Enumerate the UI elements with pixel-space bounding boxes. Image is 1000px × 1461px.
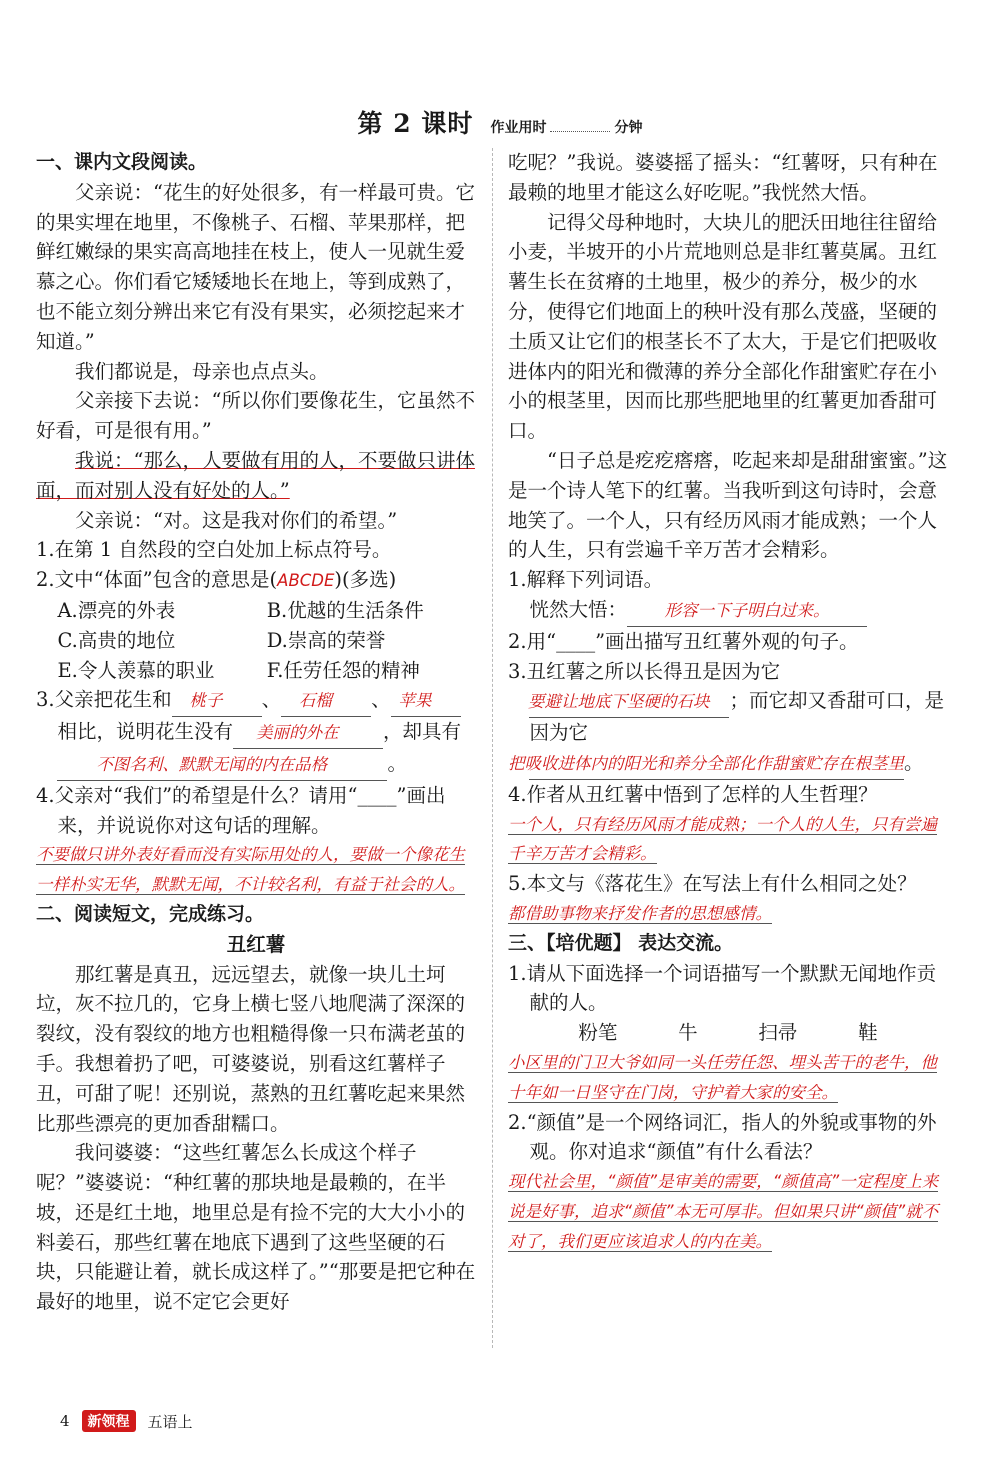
- section-1-title: 一、课内文段阅读。: [36, 151, 208, 173]
- option-f: F.任劳任怨的精神: [266, 658, 420, 682]
- option-e: E.令人羡慕的职业: [57, 658, 215, 682]
- q3-blank-3[interactable]: 苹果: [391, 686, 461, 717]
- r-q3-blank-2[interactable]: 把吸收进体内的阳光和养分全部化作甜蜜贮存在根茎里: [529, 749, 904, 780]
- s3-question-2: 2.“颜值”是一个网络词汇，指人的外貌或事物的外观。你对追求“颜值”有什么看法？: [508, 1110, 937, 1164]
- r-question-1: 1.解释下列词语。: [508, 568, 664, 592]
- word-choice: 粉笔: [578, 1021, 618, 1045]
- option-d: D.崇高的荣誉: [266, 628, 386, 652]
- q3-blank-1[interactable]: 桃子: [172, 686, 262, 717]
- passage-paragraph: 父亲说：“花生的好处很多，有一样最可贵。它的果实埋在地里，不像桃子、石榴、苹果那样，把鲜红嫩绿的果实高高地挂在枝上，使人一见就生爱慕之心。你们看它矮矮地长在地上，等到成熟了，也不能立刻分辨出来它有没有果实，必须挖起来才知道。”: [36, 180, 475, 353]
- question-4: 4.父亲对“我们”的希望是什么？请用“____”画出来，并说说你对这句话的理解。: [36, 783, 446, 837]
- s3-q2-answer[interactable]: 现代社会里，“颜值”是审美的需要，“颜值高”一定程度上来说是好事，追求“颜值”本无可厚非。但如果只讲“颜值”就不对了，我们更应该追求人的内在美。: [508, 1172, 939, 1251]
- passage-paragraph: 父亲接下去说：“所以你们要像花生，它虽然不好看，可是很有用。”: [36, 389, 475, 443]
- right-column: [508, 148, 948, 1256]
- r-q3-blank-1[interactable]: 要避让地底下坚硬的石块: [529, 687, 729, 718]
- option-c: C.高贵的地位: [57, 628, 176, 652]
- passage-paragraph: 我说：“那么，人要做有用的人，不要做只讲体面，而对别人没有好处的人。”: [36, 448, 475, 502]
- q2-options: [36, 596, 476, 685]
- word-choice: 鞋: [858, 1021, 878, 1045]
- q3-blank-5[interactable]: 不图名利、默默无闻的内在品格: [57, 750, 387, 781]
- brand-badge: 新领程: [82, 1410, 136, 1432]
- s3-q1-answer[interactable]: 小区里的门卫大爷如同一头任劳任怨、埋头苦干的老牛，他十年如一日坚守在门岗，守护着大家的安全。: [508, 1052, 937, 1102]
- story-paragraph: 吃呢？”我说。婆婆摇了摇头：“红薯呀，只有种在最赖的地里才能这么好吃呢。”我恍然大悟。: [508, 151, 938, 204]
- section-2-title: 二、阅读短文，完成练习。: [36, 902, 265, 925]
- q4-answer[interactable]: 不要做只讲外表好看而没有实际用处的人，要做一个像花生一样朴实无华，默默无闻，不计较名利，有益于社会的人。: [36, 845, 465, 895]
- r-question-4: 4.作者从丑红薯中悟到了怎样的人生哲理？: [508, 782, 878, 806]
- column-divider: [492, 148, 493, 1348]
- q3-blank-2[interactable]: 石榴: [281, 686, 371, 717]
- homework-time-label: 作业用时 分钟: [490, 120, 643, 136]
- word-choice: 扫帚: [758, 1021, 798, 1045]
- passage-paragraph: 我们都说是，母亲也点点头。: [75, 359, 329, 383]
- page-footer: [60, 1410, 193, 1432]
- lesson-header: [0, 104, 1000, 140]
- q3-blank-4[interactable]: 美丽的外在: [233, 718, 383, 749]
- story-paragraph: 那红薯是真丑，远远望去，就像一块儿土坷垃，灰不拉几的，它身上横七竖八地爬满了深深的裂纹，没有裂纹的地方也粗糙得像一只布满老茧的手。我想着扔了吧，可婆婆说，别看这红薯样子丑，可甜了呢！还别说，蒸熟的丑红薯吃起来果然比那些漂亮的更加香甜糯口。: [36, 962, 466, 1135]
- s3-question-1: 1.请从下面选择一个词语描写一个默默无闻地作贡献的人。: [508, 961, 937, 1015]
- question-2: 2.文中“体面”包含的意思是(ABCDE)(多选): [36, 568, 397, 592]
- passage-paragraph: 父亲说：“对。这是我对你们的希望。”: [75, 508, 398, 532]
- question-1: 1.在第 1 自然段的空白处加上标点符号。: [36, 538, 392, 562]
- r-q1-line: 恍然大悟： 形容一下子明白过来。: [508, 595, 948, 627]
- story-paragraph: 我问婆婆：“这些红薯怎么长成这个样子呢？”婆婆说：“种红薯的那块地是最赖的，在半坡，还是红土地，地里总是有捡不完的大大小小的料姜石，那些红薯在地底下遇到了这些坚硬的石块，只能避让着，就长成这样了。”“那要是把它种在最好的地里，说不定它会更好: [36, 1141, 476, 1314]
- grade-label: 五语上: [147, 1412, 193, 1431]
- page-number: 4: [60, 1412, 70, 1430]
- r-question-3: 3.丑红薯之所以长得丑是因为它要避让地底下坚硬的石块 ；而它却又香甜可口，是因为它把吸收进体内的阳光和养分全部化作甜蜜贮存在根茎里。: [508, 657, 948, 780]
- story-paragraph: 记得父母种地时，大块儿的肥沃田地往往留给小麦，半坡开的小片荒地则总是非红薯莫属。丑红薯生长在贫瘠的土地里，极少的养分，极少的水分，使得它们地面上的秧叶没有那么茂盛，坚硬的土质又让它们的根茎长不了太大，于是它们把吸收进体内的阳光和微薄的养分全部化作甜蜜贮存在小小的根茎里，因而比那些肥地里的红薯更加香甜可口。: [508, 210, 938, 443]
- story-paragraph: “日子总是疙疙瘩瘩，吃起来却是甜甜蜜蜜。”这是一个诗人笔下的红薯。当我听到这句诗时，会意地笑了。一个人，只有经历风雨才能成熟；一个人的人生，只有尝遍千辛万苦才会精彩。: [508, 448, 948, 562]
- r-q1-answer[interactable]: 形容一下子明白过来。: [627, 596, 867, 627]
- story-title: 丑红薯: [226, 932, 286, 956]
- question-3: 3.父亲把花生和 桃子 、 石榴 、 苹果相比，说明花生没有 美丽的外在 ，却具有不图名利、默默无闻的内在品格 。: [36, 685, 476, 780]
- word-choice: 牛: [678, 1021, 698, 1045]
- section-3-title: 三、【培优题】 表达交流。: [508, 931, 734, 954]
- option-a: A.漂亮的外表: [57, 598, 176, 622]
- left-column: [36, 148, 476, 1317]
- minutes-blank[interactable]: [550, 131, 610, 132]
- r-question-2: 2.用“____”画出描写丑红薯外观的句子。: [508, 629, 859, 653]
- q2-answer[interactable]: ABCDE: [277, 571, 335, 591]
- r-question-5: 5.本文与《落花生》在写法上有什么相同之处？: [508, 872, 917, 896]
- lesson-title: 第 2 课时: [357, 109, 474, 138]
- word-choices: [508, 1018, 948, 1048]
- r-q5-answer[interactable]: 都借助事物来抒发作者的思想感情。: [508, 903, 772, 923]
- option-b: B.优越的生活条件: [266, 598, 424, 622]
- r-q4-answer[interactable]: 一个人，只有经历风雨才能成熟；一个人的人生，只有尝遍千辛万苦才会精彩。: [508, 814, 937, 864]
